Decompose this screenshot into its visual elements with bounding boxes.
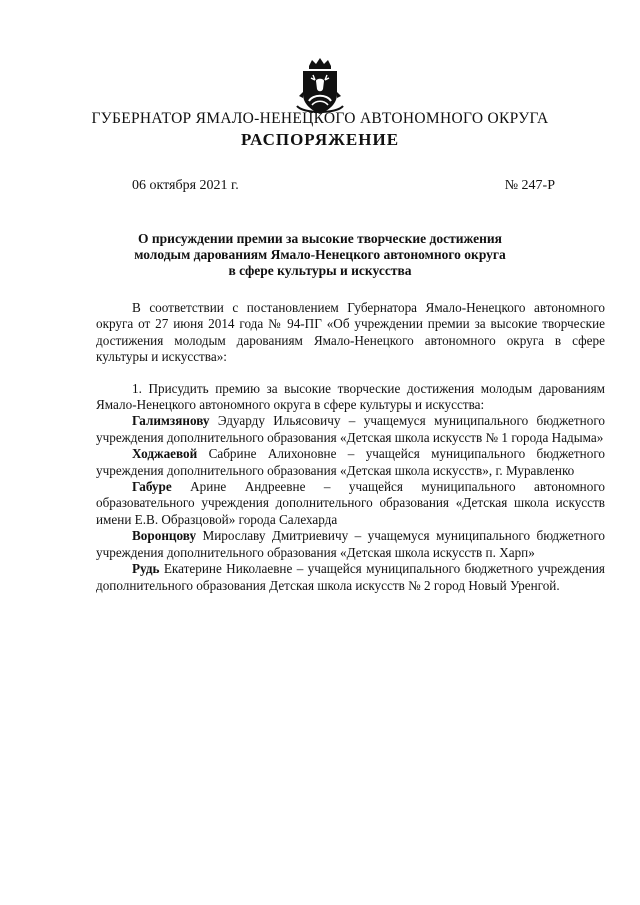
awardee-surname: Рудь: [132, 561, 160, 577]
subject-line: в сфере культуры и искусства: [228, 263, 412, 278]
awardee-item: [96, 479, 605, 528]
yamal-coat-of-arms-icon: [289, 56, 351, 118]
awardee-surname: Галимзянову: [132, 413, 210, 429]
document-number: № 247-Р: [504, 178, 555, 193]
awardee-details: Эдуарду Ильясовичу – учащемуся муниципального бюджетного учреждения дополнительного образования «Детская школа искусств № 1 города Надыма»: [96, 413, 605, 445]
document-subject: [100, 231, 540, 279]
awardee-details: Арине Андреевне – учащейся муниципального автономного образовательного учреждения дополнительного образования «Детская школа искусств имени Е.В. Образцовой» города Салехарда: [96, 479, 605, 527]
awardee-item: [96, 446, 605, 479]
clause-1-paragraph: 1. Присудить премию за высокие творческие достижения молодым дарованиям Ямало-Ненецкого автономного округа в сфере культуры и искусства:: [96, 380, 605, 413]
awardee-item: [96, 528, 605, 561]
awardee-details: Мирославу Дмитриевичу – учащемуся муниципального бюджетного учреждения дополнительного образования «Детская школа искусств п. Харп»: [96, 528, 605, 560]
awardee-surname: Ходжаевой: [132, 446, 198, 462]
preamble-paragraph: В соответствии с постановлением Губернатора Ямало-Ненецкого автономного округа от 27 июня 2014 года № 94-ПГ «Об учреждении премии за высокие творческие достижения молодым дарованиям Ямало-Ненецкого автономного округа в сфере культуры и искусства»:: [96, 300, 605, 365]
awardee-details: Сабрине Алихоновне – учащейся муниципального бюджетного учреждения дополнительного образования «Детская школа искусств», г. Муравленко: [96, 446, 605, 478]
government-title: ГУБЕРНАТОР ЯМАЛО-НЕНЕЦКОГО АВТОНОМНОГО ОКРУГА: [91, 110, 549, 127]
document-date: 06 октября 2021 г.: [132, 178, 239, 193]
awardee-surname: Воронцову: [132, 528, 197, 544]
document-body: [96, 300, 605, 594]
awardee-item: [96, 561, 605, 594]
subject-line: О присуждении премии за высокие творческие достижения: [138, 231, 502, 246]
document-type-title: РАСПОРЯЖЕНИЕ: [240, 130, 400, 149]
awardee-item: [96, 413, 605, 446]
awardee-details: Екатерине Николаевне – учащейся муниципального бюджетного учреждения дополнительного образования Детская школа искусств № 2 город Новый Уренгой.: [96, 561, 605, 593]
awardee-surname: Габуре: [132, 479, 172, 495]
subject-line: молодым дарованиям Ямало-Ненецкого автономного округа: [134, 247, 506, 262]
